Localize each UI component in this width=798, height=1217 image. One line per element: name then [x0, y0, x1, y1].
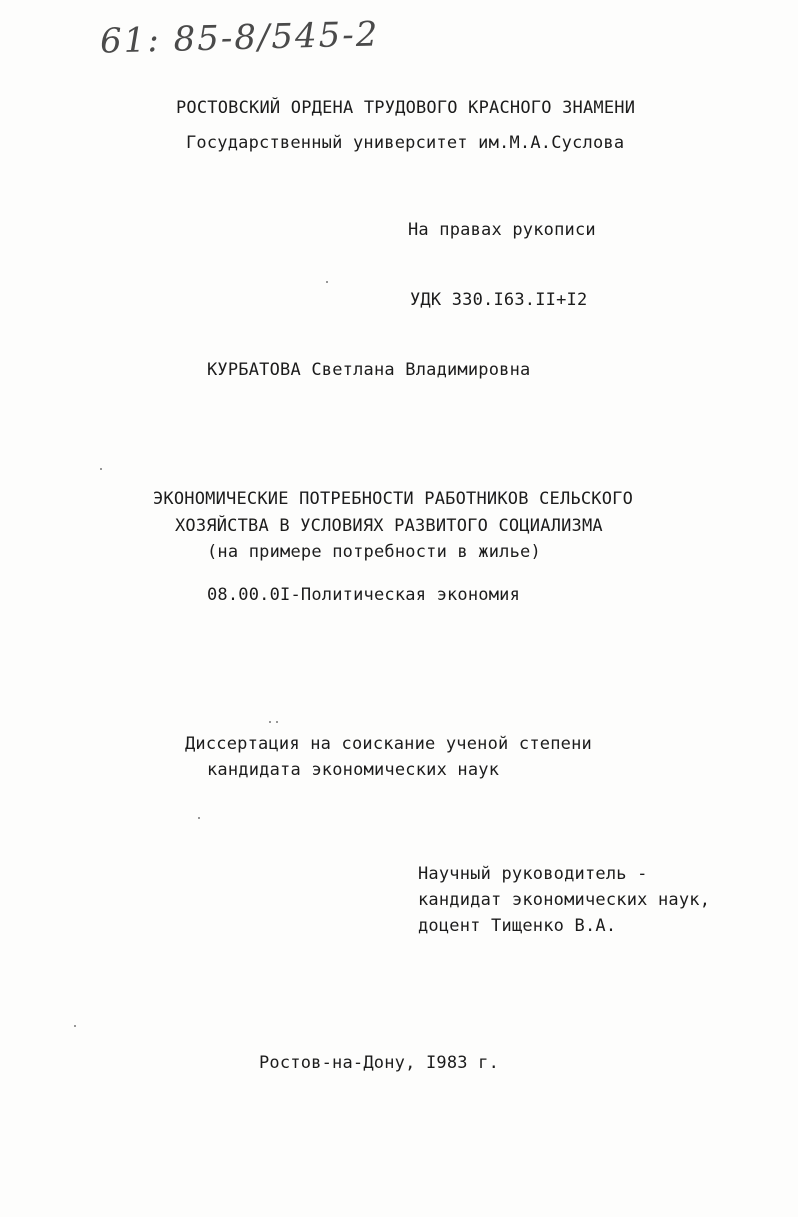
- institution-line-2: Государственный университет им.М.А.Суслова: [186, 133, 625, 153]
- place-and-year: Ростов-на-Дону, I983 г.: [259, 1053, 500, 1073]
- title-line-2: ХОЗЯЙСТВА В УСЛОВИЯХ РАЗВИТОГО СОЦИАЛИЗМА: [175, 516, 603, 536]
- supervisor-line-1: Научный руководитель -: [418, 864, 648, 884]
- title-line-3: (на примере потребности в жилье): [207, 542, 541, 562]
- scan-speck: [74, 1025, 76, 1027]
- manuscript-rights: На правах рукописи: [408, 220, 596, 240]
- scan-speck: [326, 281, 328, 283]
- scan-speck: [198, 817, 200, 819]
- scan-speck: [100, 468, 102, 470]
- dissertation-line-1: Диссертация на соискание ученой степени: [185, 734, 592, 754]
- scan-speck: [269, 721, 271, 723]
- author-name: КУРБАТОВА Светлана Владимировна: [207, 360, 531, 380]
- specialty-code: 08.00.0I-Политическая экономия: [207, 585, 521, 605]
- dissertation-line-2: кандидата экономических наук: [207, 760, 500, 780]
- archive-handwritten-mark: 61: 85-8/545-2: [99, 14, 380, 62]
- supervisor-line-3: доцент Тищенко В.А.: [418, 916, 617, 936]
- institution-line-1: РОСТОВСКИЙ ОРДЕНА ТРУДОВОГО КРАСНОГО ЗНАМЕНИ: [176, 98, 636, 118]
- scan-speck: [276, 721, 278, 723]
- udc-code: УДК 330.I63.II+I2: [410, 290, 588, 310]
- title-line-1: ЭКОНОМИЧЕСКИЕ ПОТРЕБНОСТИ РАБОТНИКОВ СЕЛЬСКОГО: [153, 489, 634, 509]
- supervisor-line-2: кандидат экономических наук,: [418, 890, 711, 910]
